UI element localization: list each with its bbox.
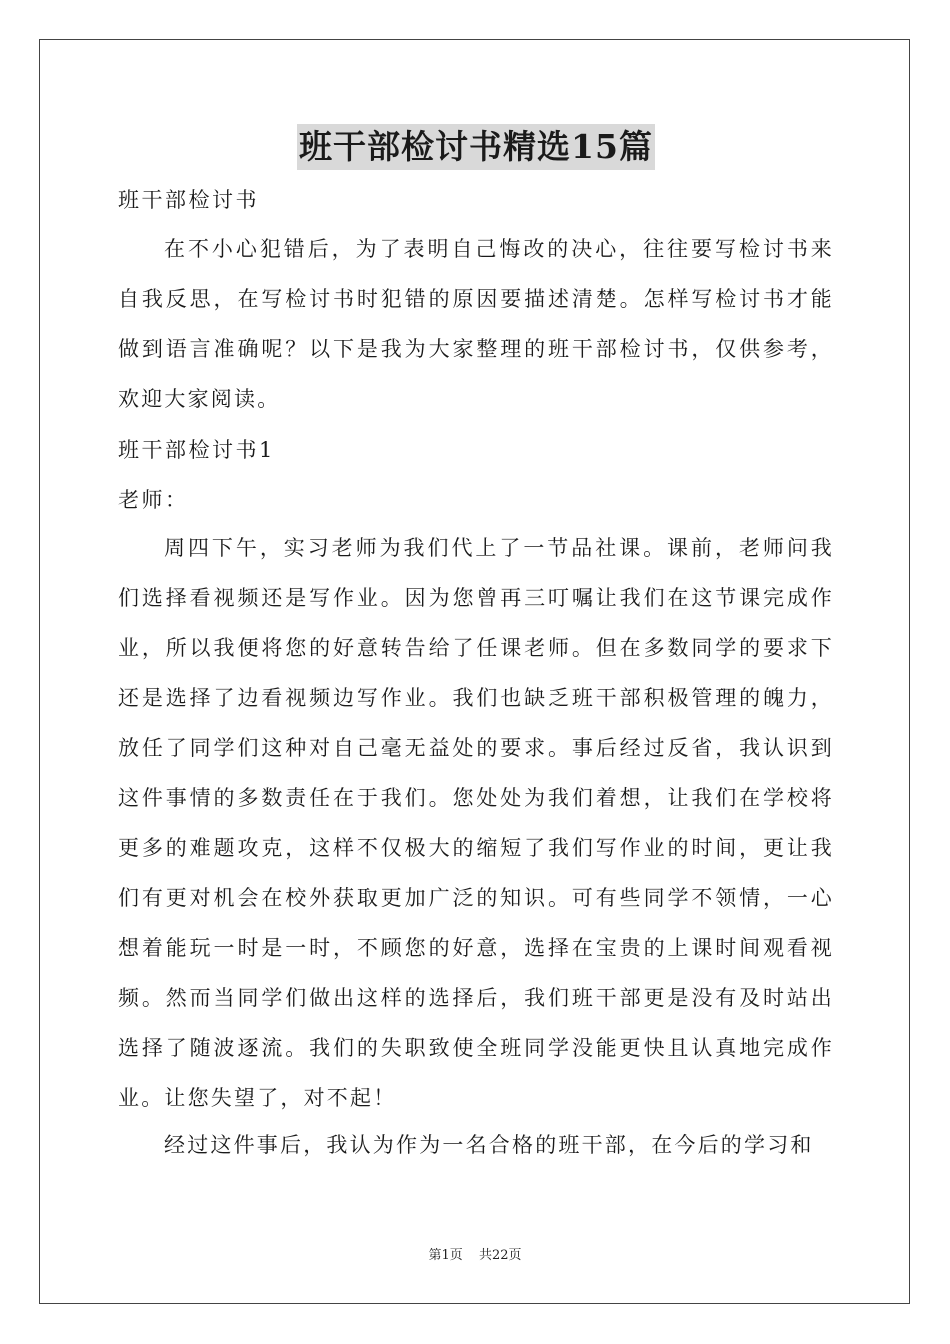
body-paragraph-1: 周四下午，实习老师为我们代上了一节品社课。课前，老师问我们选择看视频还是写作业。因为您曾再三叮嘱让我们在这节课完成作业，所以我便将您的好意转告给了任课老师。但在多数同学的要求下还是选择了边看视频边写作业。我们也缺乏班干部积极管理的魄力，放任了同学们这种对自己毫无益处的要求。事后经过反省，我认识到这件事情的多数责任在于我们。您处处为我们着想，让我们在学校将更多的难题攻克，这样不仅极大的缩短了我们写作业的时间，更让我们有更对机会在校外获取更加广泛的知识。可有些同学不领情，一心想着能玩一时是一时，不顾您的好意，选择在宝贵的上课时间观看视频。然而当同学们做出这样的选择后，我们班干部更是没有及时站出选择了随波逐流。我们的失职致使全班同学没能更快且认真地完成作业。让您失望了，对不起！ — [118, 536, 834, 1110]
page-total: 共22页 — [478, 1248, 522, 1263]
letter-heading: 班干部检讨书1 — [118, 438, 275, 462]
salutation: 老师： — [118, 488, 189, 512]
body-paragraph-2: 经过这件事后，我认为作为一名合格的班干部，在今后的学习和 — [164, 1133, 814, 1157]
intro-paragraph: 在不小心犯错后，为了表明自己悔改的决心，往往要写检讨书来自我反思，在写检讨书时犯错的原因要描述清楚。怎样写检讨书才能做到语言准确呢？以下是我为大家整理的班干部检讨书，仅供参考，欢迎大家阅读。 — [118, 237, 834, 411]
page-footer — [0, 1244, 950, 1263]
page-number: 第1页 — [428, 1248, 463, 1263]
section-heading: 班干部检讨书 — [118, 188, 259, 212]
title-container — [118, 124, 834, 170]
document-title: 班干部检讨书精选15篇 — [297, 124, 655, 170]
